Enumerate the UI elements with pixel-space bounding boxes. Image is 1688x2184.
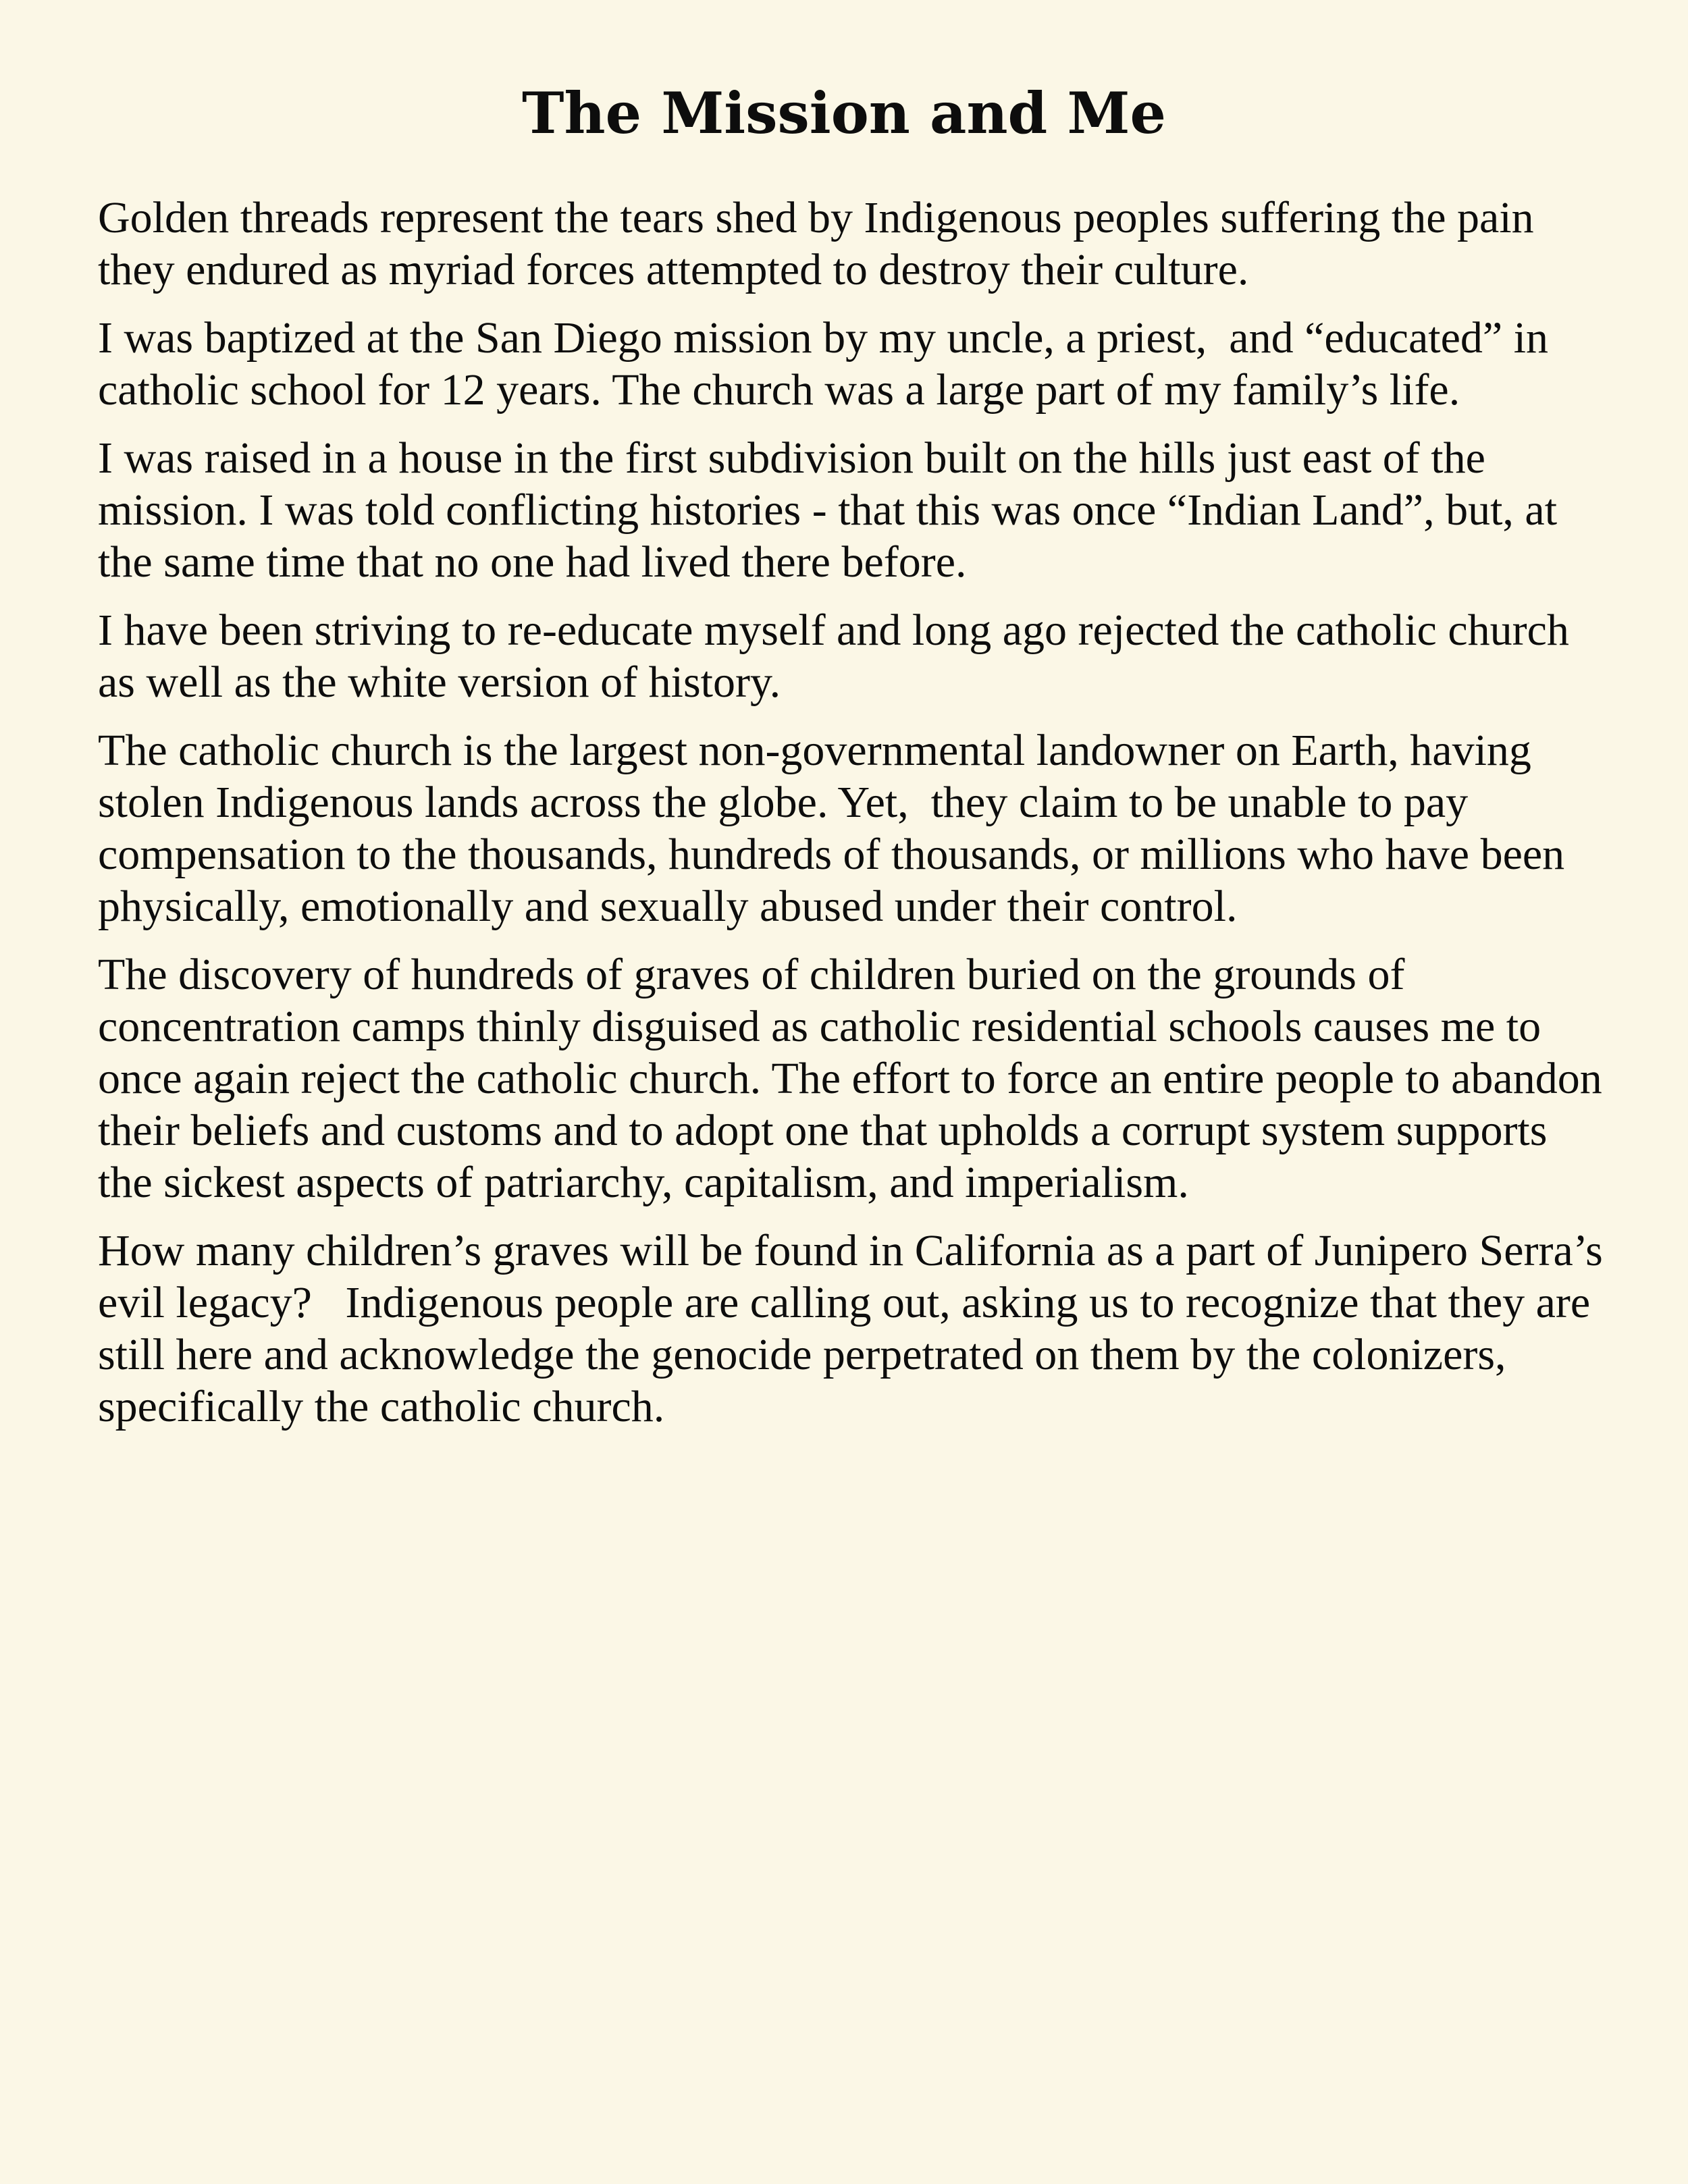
paragraph-landowner: The catholic church is the largest non-governmental landowner on Earth, having stolen Indigenous lands across the globe. Yet, they claim to be unable to pay compensation to the thousands, hundreds of thousands, or millions who have been physically, emotionally and sexually abused under their control. [98,726,1576,931]
paragraph-baptized: I was baptized at the San Diego mission by my uncle, a priest, and “educated” in catholic school for 12 years. The church was a large part of my family’s life. [98,313,1560,415]
paragraph-golden-threads: Golden threads represent the tears shed by Indigenous peoples suffering the pain they endured as myriad forces attempted to destroy their culture. [98,193,1546,294]
paragraph-raised: I was raised in a house in the first subdivision built on the hills just east of the mission. I was told conflicting histories - that this was once “Indian Land”, but, at the same time that no one had lived there before. [98,433,1568,587]
paragraph-california-graves: How many children’s graves will be found in California as a part of Junipero Serra’s evil legacy? Indigenous people are calling out, asking us to recognize that they are still here and acknowledge the genocide perpetrated on them by the colonizers, specifically the catholic church. [98,1226,1614,1431]
paragraph-re-educate: I have been striving to re-educate myself and long ago rejected the catholic church as well as the white version of history. [98,606,1581,707]
document-body [98,192,1614,1433]
paragraph-graves-discovery: The discovery of hundreds of graves of children buried on the grounds of concentration camps thinly disguised as catholic residential schools causes me to once again reject the catholic church. The effort to force an entire people to abandon their beliefs and customs and to adopt one that upholds a corrupt system supports the sickest aspects of patriarchy, capitalism, and imperialism. [98,950,1614,1207]
page-title: The Mission and Me [522,80,1166,147]
